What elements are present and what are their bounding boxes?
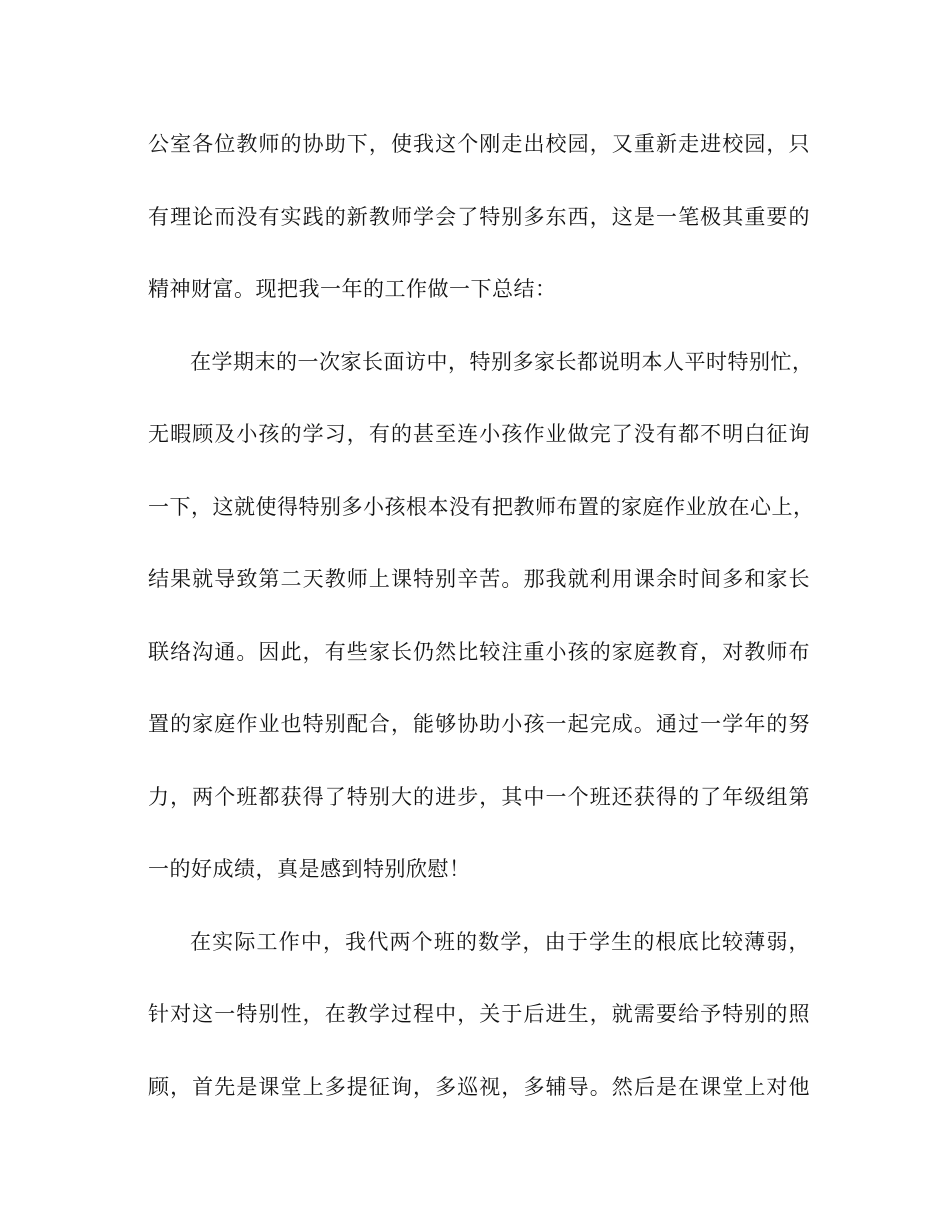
text-line-6: 一下，这就使得特别多小孩根本没有把教师布置的家庭作业放在心上， — [148, 494, 815, 519]
text-line-10: 力，两个班都获得了特别大的进步，其中一个班还获得的了年级组第 — [148, 784, 810, 809]
text-line-7: 结果就导致第二天教师上课特别辛苦。那我就利用课余时间多和家长 — [148, 567, 810, 591]
text-line-9: 置的家庭作业也特别配合，能够协助小孩一起完成。通过一学年的努 — [148, 712, 810, 736]
text-line-2: 有理论而没有实践的新教师学会了特别多东西，这是一笔极其重要的 — [148, 204, 810, 229]
text-line-13: 针对这一特别性，在教学过程中，关于后进生，就需要给予特别的照 — [148, 1002, 810, 1026]
text-line-14: 顾，首先是课堂上多提征询，多巡视，多辅导。然后是在课堂上对他 — [148, 1074, 810, 1099]
text-line-4: 在学期末的一次家长面访中，特别多家长都说明本人平时特别忙， — [190, 349, 814, 374]
text-line-8: 联络沟通。因此，有些家长仍然比较注重小孩的家庭教育，对教师布 — [148, 639, 810, 664]
text-line-11: 一的好成绩，真是感到特别欣慰！ — [148, 857, 471, 881]
document-body — [148, 118, 815, 1133]
text-line-5: 无暇顾及小孩的学习，有的甚至连小孩作业做完了没有都不明白征询 — [148, 422, 810, 446]
text-line-1: 公室各位教师的协助下，使我这个刚走出校园，又重新走进校园，只 — [148, 132, 810, 156]
text-line-12: 在实际工作中，我代两个班的数学，由于学生的根底比较薄弱， — [190, 929, 810, 954]
text-line-3: 精神财富。现把我一年的工作做一下总结： — [148, 277, 557, 301]
